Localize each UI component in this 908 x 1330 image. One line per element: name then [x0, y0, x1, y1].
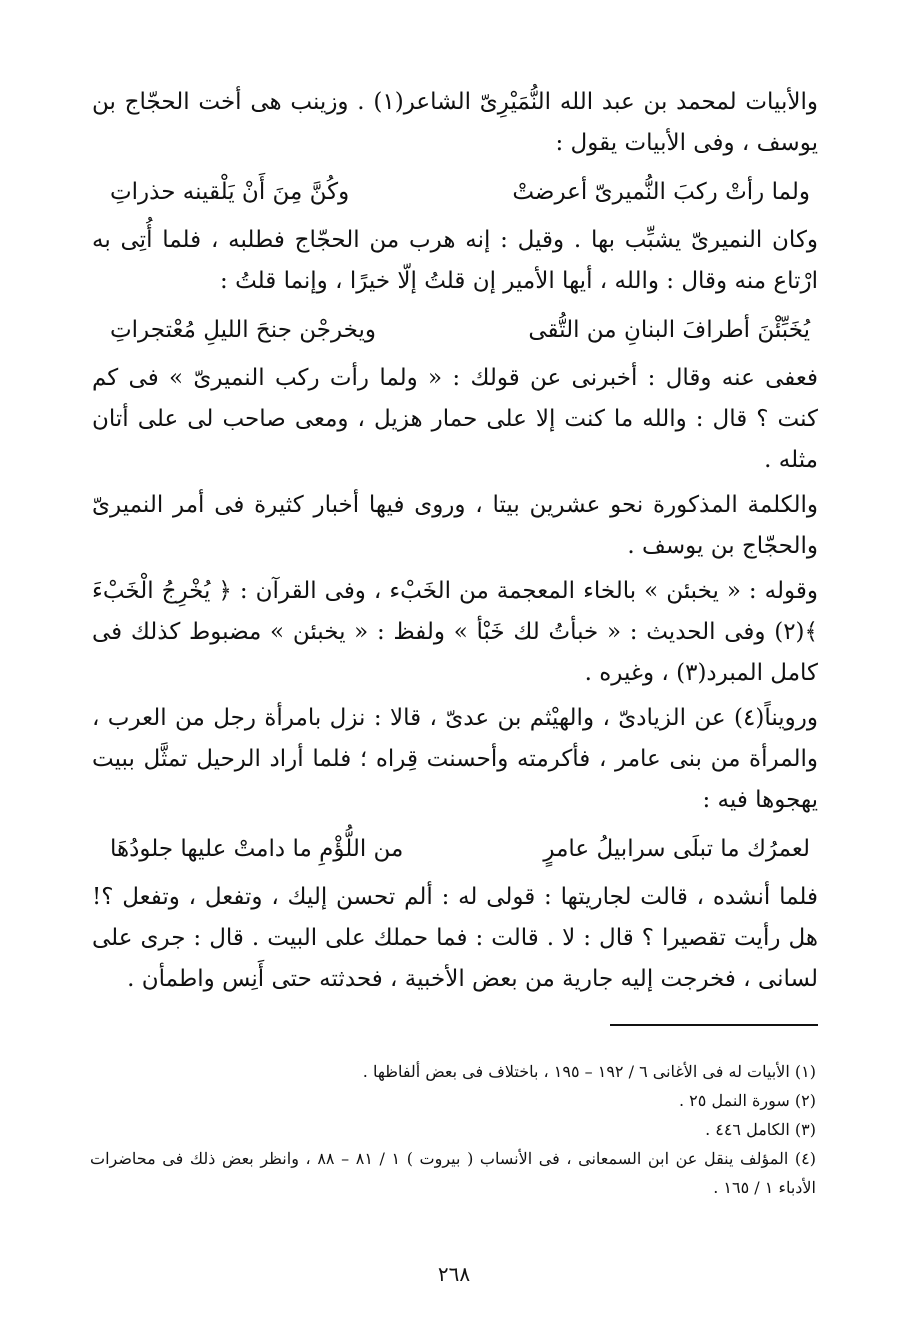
page-number: ٢٦٨: [437, 1262, 471, 1286]
verse-1-first-hemistich: ولما رأتْ ركبَ النُّميرىّ أعرضتْ: [512, 179, 810, 205]
main-text: [92, 82, 818, 1000]
verse-1-second-hemistich: وكُنَّ مِنَ أَنْ يَلْقينه حذراتِ: [110, 179, 350, 205]
verse-3-first-hemistich: لعمرُك ما تبلَى سرابيلُ عامرٍ: [543, 836, 810, 862]
paragraph-2: وكان النميرىّ يشبِّب بها . وقيل : إنه هرب من الحجّاج فطلبه ، فلما أُتِى به ارْتاع منه وقال : والله ، أيها الأمير إن قلتُ إلّا خيرًا ، وإنما قلتُ :: [92, 227, 818, 294]
paragraph-1: والأبيات لمحمد بن عبد الله النُّمَيْرِىّ الشاعر(١) . وزينب هى أخت الحجّاج بن يوسف ، وفى الأبيات يقول :: [92, 89, 819, 156]
verse-1: [92, 170, 818, 214]
verse-3-second-hemistich: من اللُّؤْمِ ما دامتْ عليها جلودُهَا: [110, 836, 404, 862]
paragraph-6: ورويناً(٤) عن الزيادىّ ، والهيْثم بن عدىّ ، قالا : نزل بامرأة رجل من العرب ، والمرأة من بنى عامر ، فأكرمته وأحسنت قِراه ؛ فلما أراد الرحيل تمثَّل ببيت يهجوها فيه :: [92, 705, 818, 813]
footnotes: [90, 1057, 816, 1202]
paragraph-3: فعفى عنه وقال : أخبرنى عن قولك : « ولما رأت ركب النميرىّ » فى كم كنت ؟ قال : والله ما كنت إلا على حمار هزيل ، ومعى صاحب لى على أتان مثله .: [92, 365, 818, 473]
paragraph-7: فلما أنشده ، قالت لجاريتها : قولى له : ألم تحسن إليك ، وتفعل ، وتفعل ؟! هل رأيت تقصيرا ؟ قال : لا . قالت : فما حملك على البيت . قال : جرى على لسانى ، فخرجت إليه جارية من بعض الأخبية ، فحدثته حتى أَنِس واطمأن .: [92, 884, 818, 992]
paragraph-4: والكلمة المذكورة نحو عشرين بيتا ، وروى فيها أخبار كثيرة فى أمر النميرىّ والحجّاج بن يوسف .: [92, 492, 818, 559]
footnote-1: (١) الأبيات له فى الأغانى ٦ / ١٩٢ – ١٩٥ ، باختلاف فى بعض ألفاظها .: [362, 1062, 816, 1081]
verse-3: [92, 827, 818, 871]
footnote-4: (٤) المؤلف ينقل عن ابن السمعانى ، فى الأنساب ( بيروت ) ١ / ٨١ – ٨٨ ، وانظر بعض ذلك فى محاضرات الأدباء ١ / ١٦٥ .: [90, 1149, 817, 1197]
verse-2-first-hemistich: يُخَبِّئْنَ أطرافَ البنانِ من التُّقى: [528, 317, 810, 343]
footnote-separator: [610, 1024, 818, 1026]
footnote-3: (٣) الكامل ٤٤٦ .: [705, 1120, 816, 1139]
verse-2: [92, 308, 818, 352]
footnote-2: (٢) سورة النمل ٢٥ .: [679, 1091, 816, 1110]
paragraph-5: وقوله : « يخبئن » بالخاء المعجمة من الخَبْء ، وفى القرآن : ﴿ يُخْرِجُ الْخَبْءَ ﴾(٢) وفى الحديث : « خبأتُ لك خَبْأ » ولفظ : « يخبئن » مضبوط كذلك فى كامل المبرد(٣) ، وغيره .: [92, 578, 818, 686]
verse-2-second-hemistich: ويخرجْن جنحَ الليلِ مُعْتجراتِ: [110, 317, 377, 343]
